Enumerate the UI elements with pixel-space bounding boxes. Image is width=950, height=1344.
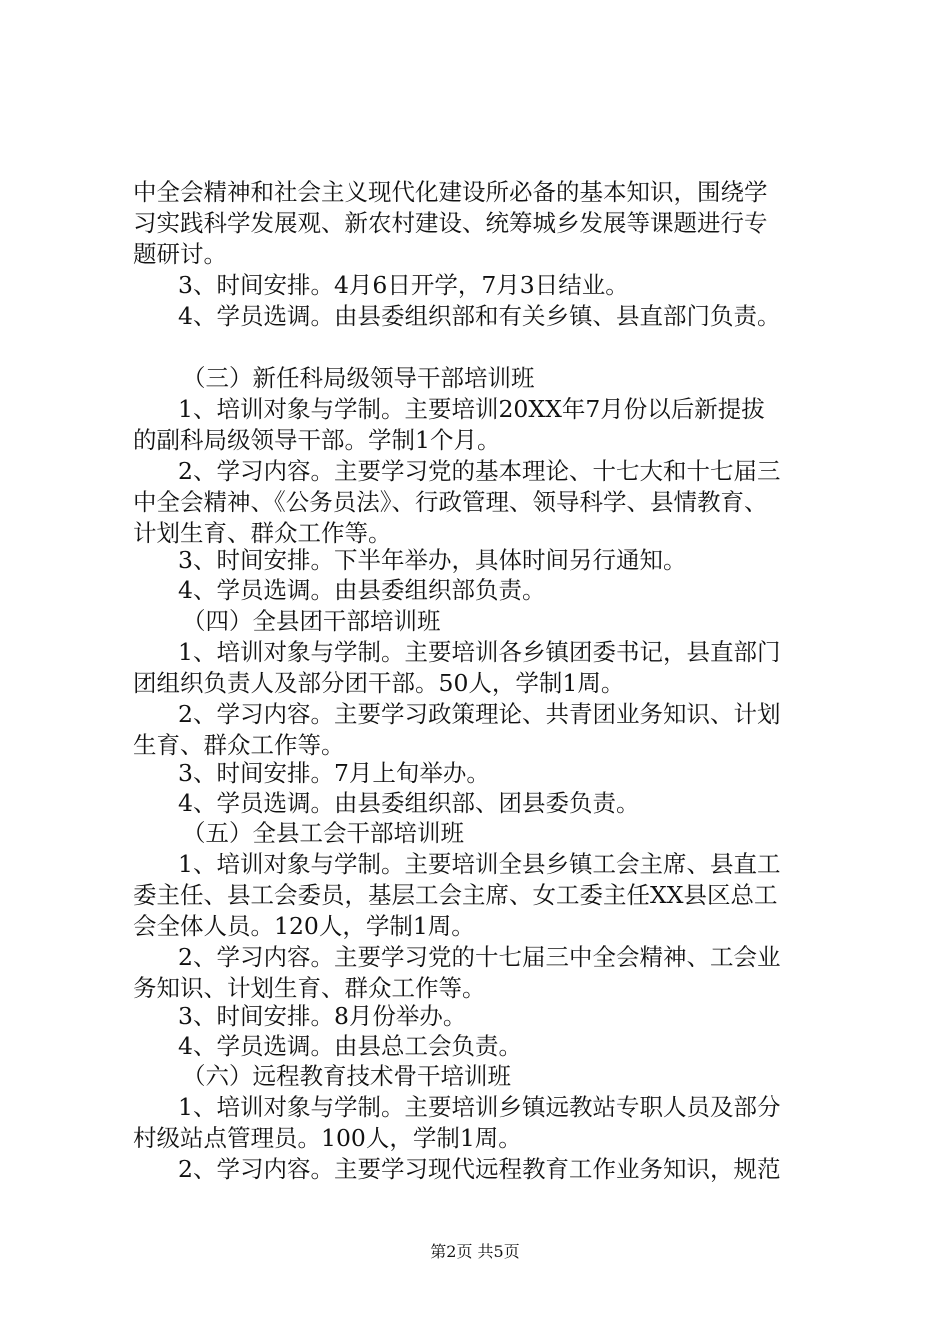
text-line: 3、时间安排。下半年举办，具体时间另行通知。 [178, 546, 687, 574]
text-line: 2、学习内容。主要学习党的基本理论、十七大和十七届三 [178, 457, 781, 485]
text-line: 中全会精神和社会主义现代化建设所必备的基本知识，围绕学 [133, 178, 768, 206]
text-line: 2、学习内容。主要学习党的十七届三中全会精神、工会业 [178, 943, 781, 971]
text-line: 1、培训对象与学制。主要培训乡镇远教站专职人员及部分 [178, 1093, 781, 1121]
section-heading: （四）全县团干部培训班 [182, 607, 441, 635]
text-line: 村级站点管理员。100人，学制1周。 [133, 1124, 522, 1152]
text-line: 委主任、县工会委员，基层工会主席、女工委主任XX县区总工 [133, 881, 778, 909]
text-line: 团组织负责人及部分团干部。50人，学制1周。 [133, 669, 625, 697]
text-line: 3、时间安排。4月6日开学，7月3日结业。 [178, 271, 629, 299]
page-number: 第2页 共5页 [430, 1242, 520, 1261]
text-line: 中全会精神、《公务员法》、行政管理、领导科学、县情教育、 [133, 488, 768, 516]
text-line: 2、学习内容。主要学习现代远程教育工作业务知识，规范 [178, 1155, 781, 1183]
text-line: 3、时间安排。8月份举办。 [178, 1002, 467, 1030]
text-line: 计划生育、群众工作等。 [133, 519, 392, 547]
text-line: 习实践科学发展观、新农村建设、统筹城乡发展等课题进行专 [133, 209, 768, 237]
text-line: 4、学员选调。由县委组织部、团县委负责。 [178, 789, 640, 817]
text-line: 生育、群众工作等。 [133, 731, 345, 759]
text-line: 3、时间安排。7月上旬举办。 [178, 759, 490, 787]
text-line: 4、学员选调。由县总工会负责。 [178, 1032, 522, 1060]
text-line: 4、学员选调。由县委组织部和有关乡镇、县直部门负责。 [178, 302, 781, 330]
text-line: 题研讨。 [133, 240, 227, 268]
text-line: 的副科局级领导干部。学制1个月。 [133, 426, 501, 454]
text-line: 会全体人员。120人，学制1周。 [133, 912, 475, 940]
text-line: 务知识、计划生育、群众工作等。 [133, 974, 486, 1002]
text-line: 4、学员选调。由县委组织部负责。 [178, 576, 546, 604]
section-heading: （五）全县工会干部培训班 [182, 819, 464, 847]
text-line: 2、学习内容。主要学习政策理论、共青团业务知识、计划 [178, 700, 781, 728]
section-heading: （六）远程教育技术骨干培训班 [182, 1062, 511, 1090]
section-heading: （三）新任科局级领导干部培训班 [182, 364, 535, 392]
text-line: 1、培训对象与学制。主要培训20XX年7月份以后新提拔 [178, 395, 765, 423]
text-line: 1、培训对象与学制。主要培训各乡镇团委书记，县直部门 [178, 638, 781, 666]
text-line: 1、培训对象与学制。主要培训全县乡镇工会主席、县直工 [178, 850, 781, 878]
